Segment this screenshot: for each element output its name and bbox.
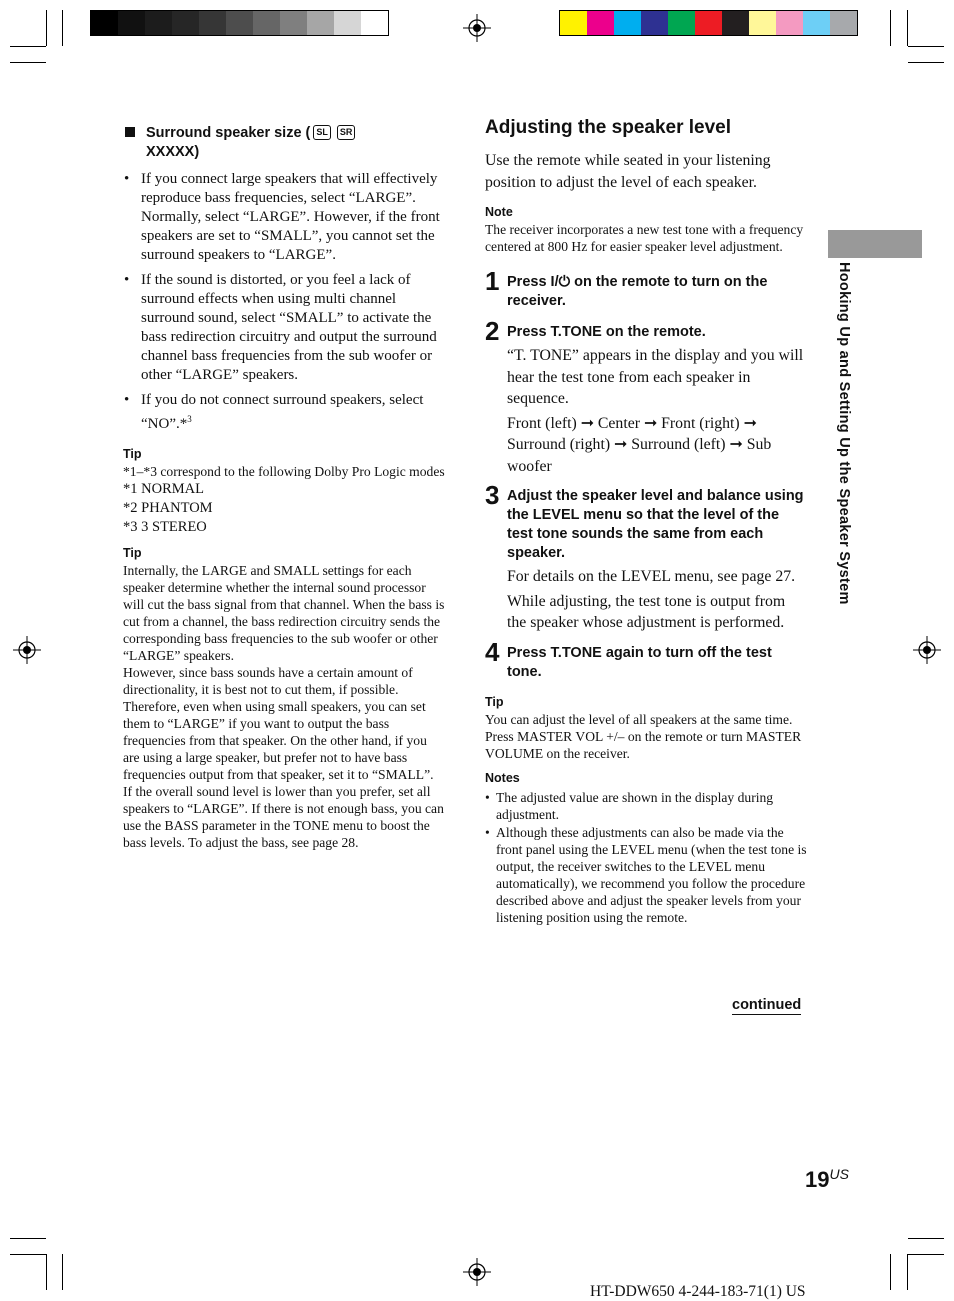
step-4 — [485, 636, 807, 682]
registration-target-icon — [13, 636, 41, 664]
color-swatch — [307, 11, 334, 35]
tip-body — [123, 562, 445, 851]
crop-mark — [62, 10, 63, 46]
crop-mark — [10, 1238, 46, 1239]
crop-mark — [908, 62, 944, 63]
side-label-text: Hooking Up and Setting Up the Speaker System — [836, 262, 852, 605]
heading-text: Surround speaker size ( — [146, 125, 311, 141]
tip-heading: Tip — [123, 447, 142, 461]
crop-mark — [908, 1238, 944, 1239]
step-heading: Press T.TONE again to turn off the test tone. — [507, 644, 772, 680]
step-body: For details on the LEVEL menu, see page 27. — [507, 568, 796, 585]
tip-paragraph: However, since bass sounds have a certain amount of directionality, it is best not to cut them, if possible. Therefore, even when using small speakers, you can set them to “LARGE” if you want to output the bass frequencies from that speaker. On the other hand, if you are using a large speaker, but prefer not to have bass frequencies output from that speaker, set it to “SMALL”. — [123, 665, 434, 782]
note-text: The receiver incorporates a new test tone with a frequency centered at 800 Hz for easier speaker level adjustment. — [485, 222, 804, 254]
continued-label: continued — [732, 997, 802, 1013]
tip-heading: Tip — [485, 694, 504, 709]
tip-line: *1 NORMAL — [123, 481, 204, 497]
list-item: • The adjusted value are shown in the display during adjustment. — [485, 789, 807, 823]
color-swatch — [776, 11, 803, 35]
crop-mark — [908, 1254, 944, 1255]
bullet-list — [123, 170, 445, 434]
grayscale-bar — [90, 10, 389, 36]
registration-target-icon — [463, 1258, 491, 1286]
list-item: • If the sound is distorted, or you feel a lack of surround effects when using multi channel surround sound, select “SMALL” to activate the bass redirection circuitry and output the surround channel bass frequencies from the sub woofer or other “LARGE” speakers. — [123, 271, 445, 385]
color-swatch — [361, 11, 388, 35]
page-number-value: 19 — [805, 1167, 830, 1192]
tip-paragraph: If the overall sound level is lower than you prefer, set all speakers to “LARGE”. If there is not enough bass, you can use the BASS parameter in the TONE menu to boost the bass levels. To adjust the bass, see page 28. — [123, 784, 444, 850]
crop-mark — [46, 1254, 47, 1290]
color-swatch — [334, 11, 361, 35]
right-column — [485, 116, 807, 927]
step-number: 4 — [485, 636, 500, 667]
tip-text: You can adjust the level of all speakers at the same time. Press MASTER VOL +/– on the remote or turn MASTER VOLUME on the receiver. — [485, 711, 802, 761]
color-swatch — [199, 11, 226, 35]
square-bullet-icon — [125, 127, 135, 137]
step-number: 3 — [485, 480, 500, 510]
step-body: Front (left) ➞ Center ➞ Front (right) ➞ Surround (right) ➞ Surround (left) ➞ Sub woofer — [507, 414, 772, 475]
crop-mark — [907, 10, 908, 46]
tip-line: *3 3 STEREO — [123, 519, 207, 535]
color-swatch — [641, 11, 668, 35]
left-column — [123, 124, 445, 851]
list-item: • If you connect large speakers that will effectively reproduce bass frequencies, select “LARGE”. Normally, select “LARGE”. However, if the front speakers are set to “SMALL”, you cannot set the surround speakers to “LARGE”. — [123, 170, 445, 265]
crop-mark — [10, 62, 46, 63]
step-heading: Adjust the speaker level and balance using the LEVEL menu so that the level of the test tone sounds the same from each speaker. — [507, 488, 804, 561]
crop-mark — [46, 10, 47, 46]
notes-heading: Notes — [485, 770, 520, 785]
list-item: • Although these adjustments can also be made via the front panel using the LEVEL menu (when the test tone is output, the receiver switches to the LEVEL menu automatically), we recommend you follow the procedure described above and adjust the speaker levels from your listening position using the remote. — [485, 824, 807, 926]
step-2 — [485, 316, 807, 477]
tip-heading: Tip — [123, 546, 142, 560]
color-swatch — [91, 11, 118, 35]
footnote-marker: 3 — [187, 414, 192, 424]
color-swatch — [172, 11, 199, 35]
page-number — [805, 1166, 849, 1193]
tip-paragraph: Internally, the LARGE and SMALL settings for each speaker determine whether the internal sound processor will cut the bass signal from that channel. When the bass is cut from a channel, the bass redirection circuitry sends the corresponding bass frequencies to the sub woofer or other “LARGE” speakers. — [123, 563, 445, 663]
color-swatch — [145, 11, 172, 35]
color-swatch — [830, 11, 857, 35]
tip-body — [123, 463, 445, 537]
step-number: 2 — [485, 316, 500, 346]
sr-badge: SR — [337, 125, 356, 140]
tip-line: *2 PHANTOM — [123, 500, 213, 516]
section-tab — [828, 230, 922, 258]
intro-text: Use the remote while seated in your listening position to adjust the level of each speaker. — [485, 152, 771, 191]
color-swatch — [668, 11, 695, 35]
step-number: 1 — [485, 266, 500, 296]
crop-mark — [62, 1254, 63, 1290]
crop-mark — [10, 1254, 46, 1255]
side-label — [830, 262, 854, 682]
step-1 — [485, 266, 807, 311]
registration-target-icon — [463, 14, 491, 42]
color-swatch — [118, 11, 145, 35]
page-title: Adjusting the speaker level — [485, 117, 732, 138]
color-swatch — [587, 11, 614, 35]
footer-code: HT-DDW650 4-244-183-71(1) US — [590, 1283, 806, 1300]
sl-badge: SL — [313, 125, 331, 140]
note-heading: Note — [485, 205, 513, 219]
color-swatch — [253, 11, 280, 35]
color-swatch — [614, 11, 641, 35]
color-swatch — [722, 11, 749, 35]
color-swatch — [695, 11, 722, 35]
step-heading: Press I/⏻ on the remote to turn on the receiver. — [507, 274, 768, 309]
color-swatch — [749, 11, 776, 35]
step-3 — [485, 480, 807, 634]
list-item — [123, 391, 445, 434]
color-swatch — [226, 11, 253, 35]
step-body: While adjusting, the test tone is output from the speaker whose adjustment is performed. — [507, 592, 786, 631]
color-bar — [559, 10, 858, 36]
crop-mark — [890, 1254, 891, 1290]
tip-line: *1–*3 correspond to the following Dolby Pro Logic modes — [123, 464, 445, 479]
color-swatch — [803, 11, 830, 35]
crop-mark — [10, 46, 46, 47]
crop-mark — [908, 46, 944, 47]
list-item-text: If you do not connect surround speakers, select “NO”.* — [141, 392, 424, 432]
crop-mark — [907, 1254, 908, 1290]
step-body: “T. TONE” appears in the display and you will hear the test tone from each speaker in sequence. — [507, 347, 804, 407]
notes-list — [485, 789, 807, 926]
crop-mark — [890, 10, 891, 46]
registration-target-icon — [913, 636, 941, 664]
heading-text-cont: XXXXX) — [146, 144, 200, 160]
section-heading — [123, 124, 445, 162]
page-suffix: US — [829, 1166, 849, 1182]
step-heading: Press T.TONE on the remote. — [507, 324, 706, 340]
color-swatch — [280, 11, 307, 35]
color-swatch — [560, 11, 587, 35]
